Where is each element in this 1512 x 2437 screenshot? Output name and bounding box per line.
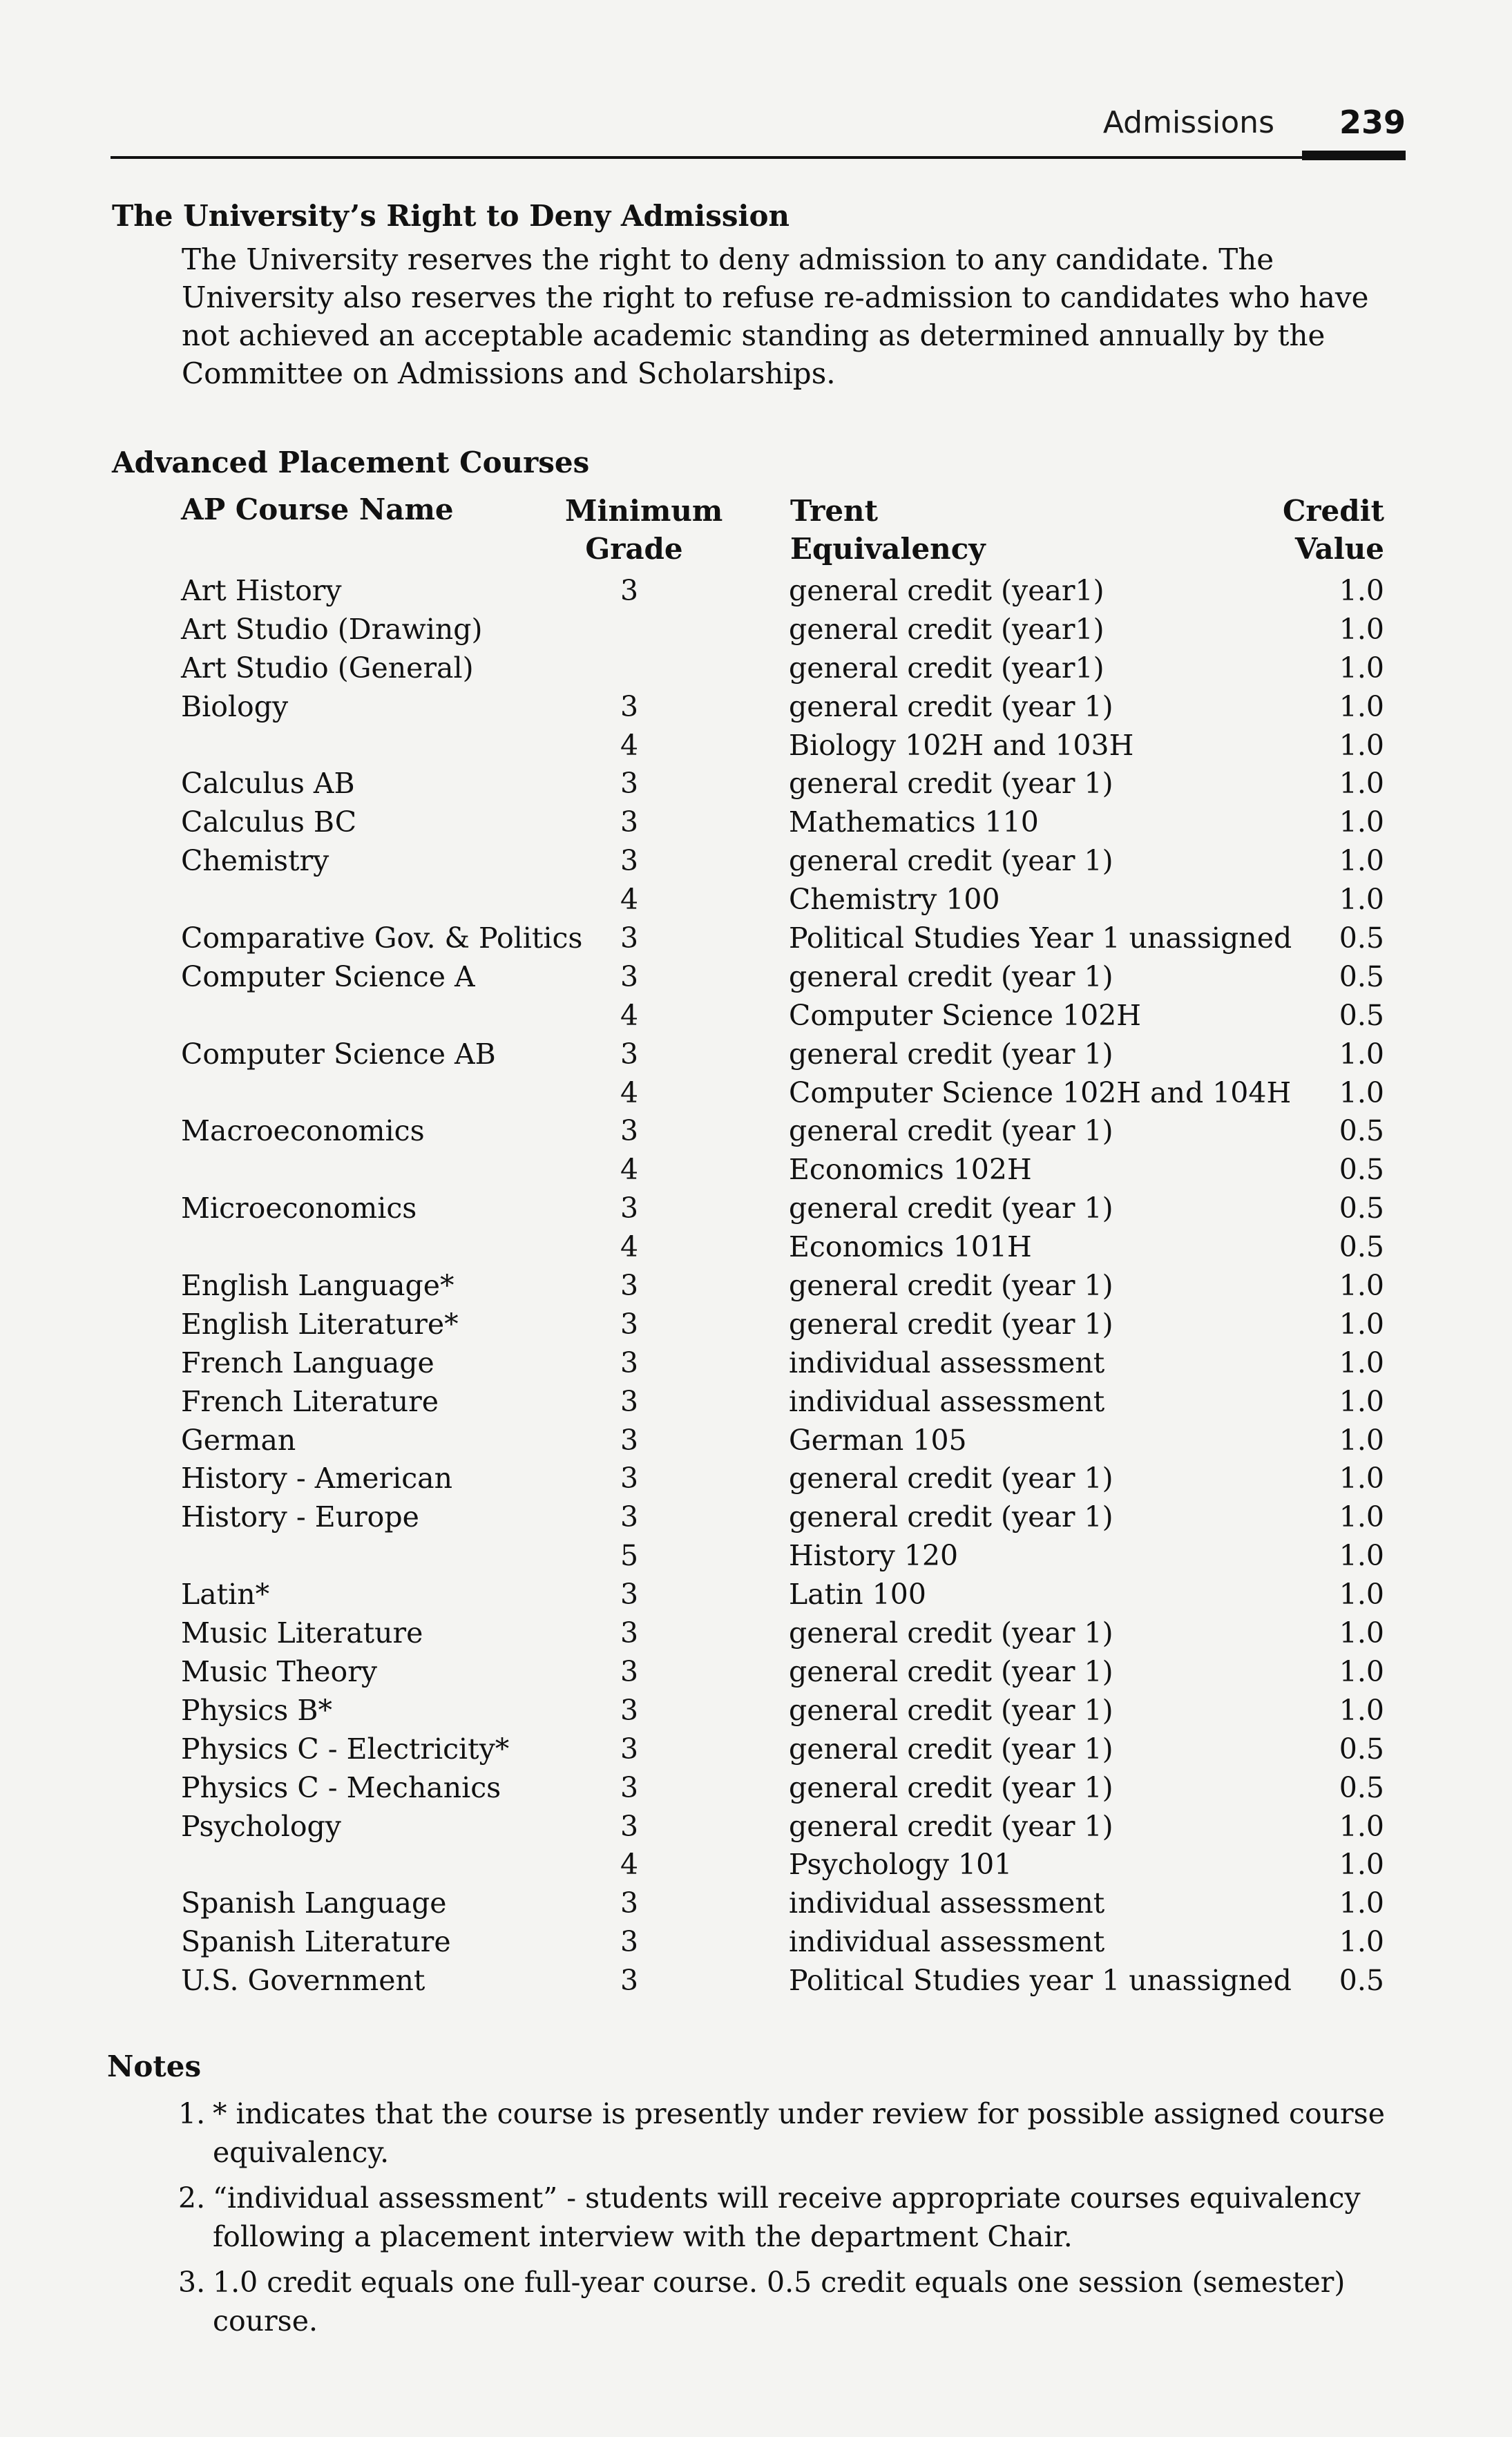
note-number: 3.: [178, 2266, 206, 2299]
credit-value-cell: 0.5: [1339, 1153, 1384, 1187]
equivalency-cell: individual assessment: [789, 1346, 1105, 1379]
min-grade-cell: 3: [620, 1462, 639, 1495]
course-name-cell: Art History: [181, 574, 342, 607]
equivalency-cell: Computer Science 102H and 104H: [789, 1076, 1292, 1109]
equivalency-cell: Biology 102H and 103H: [789, 728, 1134, 762]
credit-value-cell: 1.0: [1339, 1384, 1384, 1418]
credit-value-cell: 0.5: [1339, 1114, 1384, 1148]
credit-value-cell: 0.5: [1339, 1770, 1384, 1804]
min-grade-cell: 3: [620, 1654, 639, 1688]
equivalency-cell: individual assessment: [789, 1384, 1105, 1418]
min-grade-cell: 4: [620, 728, 639, 762]
credit-value-cell: 1.0: [1339, 651, 1384, 685]
table-row: [181, 613, 1384, 651]
course-name-cell: French Language: [181, 1346, 434, 1379]
course-name-cell: Music Theory: [181, 1654, 377, 1688]
min-grade-cell: 5: [620, 1539, 639, 1573]
page-number: 239: [1339, 104, 1406, 141]
credit-value-cell: 0.5: [1339, 998, 1384, 1032]
col-header-credit: Credit Value: [1283, 494, 1384, 566]
equivalency-cell: general credit (year1): [789, 651, 1104, 685]
table-row: [181, 1539, 1384, 1578]
equivalency-cell: general credit (year 1): [789, 1500, 1113, 1534]
table-row: [181, 1655, 1384, 1694]
header-rule: [111, 156, 1406, 159]
page-header: [111, 104, 1406, 166]
min-grade-cell: 3: [620, 1964, 639, 1998]
credit-value-cell: 1.0: [1339, 1848, 1384, 1882]
table-row: [181, 1269, 1384, 1308]
credit-value-cell: 1.0: [1339, 1307, 1384, 1341]
min-grade-cell: 3: [620, 1423, 639, 1457]
table-row: [181, 1153, 1384, 1192]
note-item: [178, 2179, 1408, 2256]
table-row: [181, 883, 1384, 921]
note-item: [178, 2094, 1408, 2172]
table-row: [181, 1848, 1384, 1886]
table-row: [181, 960, 1384, 999]
credit-value-cell: 1.0: [1339, 1809, 1384, 1843]
course-name-cell: Physics C - Electricity*: [181, 1732, 510, 1766]
header-section-title: Admissions: [1102, 105, 1274, 140]
credit-value-cell: 1.0: [1339, 1693, 1384, 1727]
table-row: [181, 921, 1384, 960]
note-number: 2.: [178, 2181, 206, 2215]
credit-value-cell: 1.0: [1339, 1076, 1384, 1109]
course-name-cell: English Language*: [181, 1269, 454, 1303]
col-header-equivalency: Trent Equivalency: [790, 494, 986, 566]
min-grade-cell: 3: [620, 1770, 639, 1804]
min-grade-cell: 3: [620, 767, 639, 801]
course-name-cell: Comparative Gov. & Politics: [181, 921, 583, 955]
min-grade-cell: 3: [620, 1925, 639, 1959]
credit-value-cell: 1.0: [1339, 728, 1384, 762]
credit-value-cell: 1.0: [1339, 574, 1384, 607]
table-row: [181, 1810, 1384, 1848]
course-name-cell: Macroeconomics: [181, 1114, 425, 1148]
min-grade-cell: 3: [620, 1307, 639, 1341]
min-grade-cell: 4: [620, 1230, 639, 1264]
course-name-cell: Chemistry: [181, 844, 329, 878]
equivalency-cell: History 120: [789, 1539, 959, 1573]
credit-value-cell: 0.5: [1339, 1192, 1384, 1225]
min-grade-cell: 4: [620, 1153, 639, 1187]
course-name-cell: Latin*: [181, 1578, 270, 1612]
col-header-name: AP Course Name: [181, 493, 454, 526]
credit-value-cell: 1.0: [1339, 1346, 1384, 1379]
table-row: [181, 1694, 1384, 1732]
course-name-cell: Computer Science AB: [181, 1037, 496, 1071]
credit-value-cell: 1.0: [1339, 612, 1384, 646]
equivalency-cell: Political Studies Year 1 unassigned: [789, 921, 1292, 955]
equivalency-cell: general credit (year1): [789, 612, 1104, 646]
header-rule-accent: [1302, 151, 1406, 160]
equivalency-cell: German 105: [789, 1423, 967, 1457]
table-row: [181, 1192, 1384, 1230]
min-grade-cell: 3: [620, 805, 639, 839]
credit-value-cell: 1.0: [1339, 1037, 1384, 1071]
table-row: [181, 1038, 1384, 1076]
table-row: [181, 1114, 1384, 1153]
course-name-cell: History - American: [181, 1462, 453, 1495]
equivalency-cell: individual assessment: [789, 1925, 1105, 1959]
table-row: [181, 651, 1384, 690]
equivalency-cell: Psychology 101: [789, 1848, 1013, 1882]
equivalency-cell: Latin 100: [789, 1578, 926, 1612]
min-grade-cell: 3: [620, 959, 639, 993]
credit-value-cell: 1.0: [1339, 1578, 1384, 1612]
col-header-grade: Minimum Grade: [565, 494, 723, 566]
table-row: [181, 1578, 1384, 1616]
deny-admission-heading: The University’s Right to Deny Admission: [112, 199, 790, 233]
table-row: [181, 729, 1384, 767]
course-name-cell: Microeconomics: [181, 1192, 417, 1225]
equivalency-cell: general credit (year 1): [789, 844, 1113, 878]
min-grade-cell: 3: [620, 1732, 639, 1766]
credit-value-cell: 1.0: [1339, 1886, 1384, 1920]
equivalency-cell: general credit (year 1): [789, 1654, 1113, 1688]
course-name-cell: History - Europe: [181, 1500, 419, 1534]
course-name-cell: Physics B*: [181, 1693, 332, 1727]
course-name-cell: German: [181, 1423, 296, 1457]
equivalency-cell: general credit (year 1): [789, 1269, 1113, 1303]
note-item: [178, 2263, 1408, 2340]
notes-list: [178, 2094, 1408, 2347]
equivalency-cell: general credit (year 1): [789, 959, 1113, 993]
equivalency-cell: general credit (year 1): [789, 1462, 1113, 1495]
min-grade-cell: 3: [620, 1037, 639, 1071]
credit-value-cell: 1.0: [1339, 689, 1384, 723]
course-name-cell: Spanish Literature: [181, 1925, 451, 1959]
credit-value-cell: 1.0: [1339, 1269, 1384, 1303]
course-name-cell: French Literature: [181, 1384, 439, 1418]
table-row: [181, 999, 1384, 1038]
credit-value-cell: 0.5: [1339, 1230, 1384, 1264]
equivalency-cell: Chemistry 100: [789, 883, 1000, 917]
equivalency-cell: general credit (year 1): [789, 1037, 1113, 1071]
course-name-cell: Calculus BC: [181, 805, 357, 839]
note-text: * indicates that the course is presently under review for possible assigned course equivalency.: [213, 2097, 1385, 2169]
credit-value-cell: 0.5: [1339, 1732, 1384, 1766]
table-row: [181, 767, 1384, 805]
credit-value-cell: 0.5: [1339, 921, 1384, 955]
table-row: [181, 1925, 1384, 1964]
credit-value-cell: 1.0: [1339, 1616, 1384, 1650]
table-row: [181, 805, 1384, 844]
min-grade-cell: 3: [620, 844, 639, 878]
notes-heading: Notes: [107, 2049, 202, 2083]
table-row: [181, 690, 1384, 729]
note-text: 1.0 credit equals one full-year course. 0.5 credit equals one session (semester) course.: [213, 2266, 1346, 2338]
equivalency-cell: general credit (year 1): [789, 1809, 1113, 1843]
note-text: “individual assessment” - students will receive appropriate courses equivalency following a placement interview with the department Chair.: [213, 2181, 1361, 2253]
equivalency-cell: general credit (year 1): [789, 689, 1113, 723]
equivalency-cell: Computer Science 102H: [789, 998, 1142, 1032]
credit-value-cell: 0.5: [1339, 1964, 1384, 1998]
credit-value-cell: 0.5: [1339, 959, 1384, 993]
course-name-cell: Art Studio (Drawing): [181, 612, 483, 646]
min-grade-cell: 3: [620, 689, 639, 723]
credit-value-cell: 1.0: [1339, 767, 1384, 801]
min-grade-cell: 3: [620, 1192, 639, 1225]
course-name-cell: Calculus AB: [181, 767, 355, 801]
min-grade-cell: 3: [620, 1578, 639, 1612]
table-row: [181, 1424, 1384, 1462]
equivalency-cell: general credit (year 1): [789, 1114, 1113, 1148]
table-row: [181, 1732, 1384, 1771]
credit-value-cell: 1.0: [1339, 883, 1384, 917]
min-grade-cell: 3: [620, 1114, 639, 1148]
credit-value-cell: 1.0: [1339, 1539, 1384, 1573]
course-name-cell: English Literature*: [181, 1307, 459, 1341]
equivalency-cell: Mathematics 110: [789, 805, 1039, 839]
table-row: [181, 1462, 1384, 1500]
course-name-cell: U.S. Government: [181, 1964, 425, 1998]
equivalency-cell: general credit (year 1): [789, 1616, 1113, 1650]
table-row: [181, 1500, 1384, 1539]
equivalency-cell: general credit (year 1): [789, 767, 1113, 801]
equivalency-cell: general credit (year 1): [789, 1693, 1113, 1727]
table-row: [181, 574, 1384, 613]
table-row: [181, 1346, 1384, 1385]
equivalency-cell: general credit (year 1): [789, 1770, 1113, 1804]
equivalency-cell: Economics 101H: [789, 1230, 1032, 1264]
min-grade-cell: 3: [620, 1886, 639, 1920]
ap-courses-table: [181, 574, 1384, 2003]
table-row: [181, 1076, 1384, 1115]
equivalency-cell: Economics 102H: [789, 1153, 1032, 1187]
table-row: [181, 1616, 1384, 1655]
deny-admission-paragraph: The University reserves the right to deny admission to any candidate. The University also reserves the right to refuse re-admission to candidates who have not achieved an acceptable academic standing as determined annually by the Committee on Admissions and Scholarships.: [182, 242, 1369, 390]
credit-value-cell: 1.0: [1339, 1654, 1384, 1688]
equivalency-cell: Political Studies year 1 unassigned: [789, 1964, 1292, 1998]
min-grade-cell: 3: [620, 1269, 639, 1303]
equivalency-cell: general credit (year 1): [789, 1307, 1113, 1341]
course-name-cell: Biology: [181, 689, 289, 723]
min-grade-cell: 4: [620, 1076, 639, 1109]
table-row: [181, 1230, 1384, 1269]
ap-courses-heading: Advanced Placement Courses: [112, 446, 590, 479]
min-grade-cell: 3: [620, 1616, 639, 1650]
equivalency-cell: individual assessment: [789, 1886, 1105, 1920]
min-grade-cell: 3: [620, 1500, 639, 1534]
course-name-cell: Spanish Language: [181, 1886, 447, 1920]
course-name-cell: Physics C - Mechanics: [181, 1770, 501, 1804]
course-name-cell: Music Literature: [181, 1616, 423, 1650]
table-row: [181, 844, 1384, 883]
table-row: [181, 1771, 1384, 1810]
min-grade-cell: 3: [620, 574, 639, 607]
min-grade-cell: 3: [620, 1346, 639, 1379]
equivalency-cell: general credit (year 1): [789, 1192, 1113, 1225]
table-row: [181, 1308, 1384, 1346]
table-row: [181, 1886, 1384, 1925]
course-name-cell: Art Studio (General): [181, 651, 474, 685]
table-row: [181, 1964, 1384, 2003]
course-name-cell: Psychology: [181, 1809, 341, 1843]
equivalency-cell: general credit (year1): [789, 574, 1104, 607]
credit-value-cell: 1.0: [1339, 1925, 1384, 1959]
credit-value-cell: 1.0: [1339, 1500, 1384, 1534]
min-grade-cell: 3: [620, 1384, 639, 1418]
credit-value-cell: 1.0: [1339, 844, 1384, 878]
note-number: 1.: [178, 2097, 206, 2130]
min-grade-cell: 4: [620, 1848, 639, 1882]
min-grade-cell: 3: [620, 921, 639, 955]
credit-value-cell: 1.0: [1339, 805, 1384, 839]
min-grade-cell: 3: [620, 1693, 639, 1727]
credit-value-cell: 1.0: [1339, 1423, 1384, 1457]
min-grade-cell: 4: [620, 883, 639, 917]
course-name-cell: Computer Science A: [181, 959, 475, 993]
equivalency-cell: general credit (year 1): [789, 1732, 1113, 1766]
min-grade-cell: 3: [620, 1809, 639, 1843]
min-grade-cell: 4: [620, 998, 639, 1032]
credit-value-cell: 1.0: [1339, 1462, 1384, 1495]
table-row: [181, 1385, 1384, 1424]
